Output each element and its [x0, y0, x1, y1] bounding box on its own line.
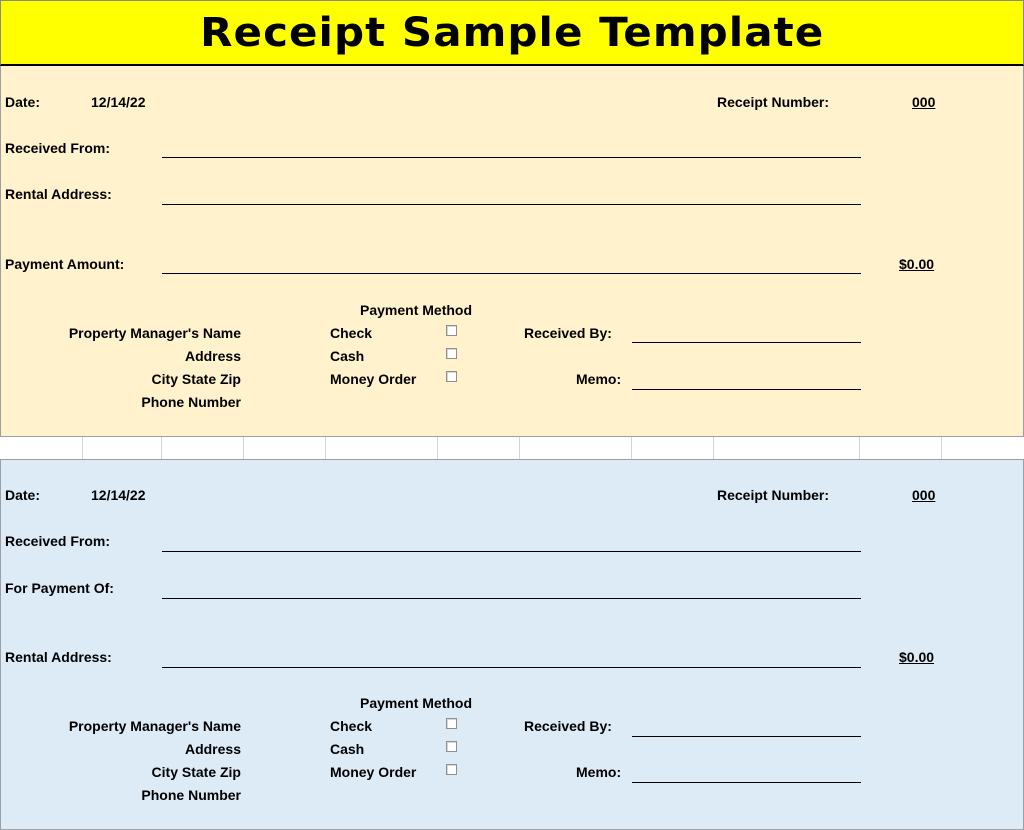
method-cash-label: Cash [330, 348, 365, 364]
grid-line [631, 437, 632, 459]
city-state-zip-label: City State Zip [151, 371, 241, 387]
payment-amount-value[interactable]: $0.00 [899, 649, 935, 665]
method-money-order-label: Money Order [330, 371, 417, 387]
memo-field[interactable] [632, 782, 861, 783]
title-banner [0, 0, 1024, 66]
grid-line [713, 437, 714, 459]
date-label: Date: [5, 94, 41, 110]
receipt-number-label: Receipt Number: [717, 487, 830, 503]
manager-address-label: Address [184, 741, 241, 757]
check-checkbox[interactable] [446, 325, 457, 336]
page-title: Receipt Sample Template [199, 9, 825, 56]
grid-line [243, 437, 244, 459]
received-by-label: Received By: [524, 718, 612, 734]
memo-label: Memo: [576, 764, 622, 780]
date-value[interactable]: 12/14/22 [91, 94, 146, 110]
for-payment-of-label: For Payment Of: [5, 580, 114, 596]
money-order-checkbox[interactable] [446, 371, 457, 382]
rental-address-label: Rental Address: [5, 186, 112, 202]
rental-address-field[interactable] [162, 667, 861, 668]
payment-amount-label: Payment Amount: [5, 256, 125, 272]
check-checkbox[interactable] [446, 718, 457, 729]
received-by-label: Received By: [524, 325, 612, 341]
grid-line [325, 437, 326, 459]
payment-amount-field[interactable] [162, 273, 861, 274]
received-from-label: Received From: [5, 140, 111, 156]
receipt-panel-1 [0, 66, 1024, 437]
memo-field[interactable] [632, 389, 861, 390]
manager-name-label: Property Manager's Name [68, 325, 241, 341]
grid-line [82, 437, 83, 459]
manager-address-label: Address [184, 348, 241, 364]
for-payment-of-field[interactable] [162, 598, 861, 599]
method-money-order-label: Money Order [330, 764, 417, 780]
manager-name-label: Property Manager's Name [68, 718, 241, 734]
payment-method-heading: Payment Method [360, 695, 473, 711]
receipt-number-label: Receipt Number: [717, 94, 830, 110]
spreadsheet-gap-row [0, 437, 1024, 459]
payment-method-heading: Payment Method [360, 302, 473, 318]
grid-line [437, 437, 438, 459]
received-from-field[interactable] [162, 157, 861, 158]
receipt-number-value[interactable]: 000 [912, 94, 936, 110]
date-value[interactable]: 12/14/22 [91, 487, 146, 503]
received-by-field[interactable] [632, 736, 861, 737]
received-by-field[interactable] [632, 342, 861, 343]
receipt-panel-2 [0, 459, 1024, 830]
grid-line [519, 437, 520, 459]
method-cash-label: Cash [330, 741, 365, 757]
method-check-label: Check [330, 718, 373, 734]
received-from-label: Received From: [5, 533, 111, 549]
cash-checkbox[interactable] [446, 348, 457, 359]
method-check-label: Check [330, 325, 373, 341]
grid-line [941, 437, 942, 459]
phone-number-label: Phone Number [141, 787, 241, 803]
date-label: Date: [5, 487, 41, 503]
payment-amount-value[interactable]: $0.00 [899, 256, 935, 272]
city-state-zip-label: City State Zip [151, 764, 241, 780]
grid-line [161, 437, 162, 459]
phone-number-label: Phone Number [141, 394, 241, 410]
receipt-number-value[interactable]: 000 [912, 487, 936, 503]
grid-line [859, 437, 860, 459]
memo-label: Memo: [576, 371, 622, 387]
cash-checkbox[interactable] [446, 741, 457, 752]
received-from-field[interactable] [162, 551, 861, 552]
rental-address-label: Rental Address: [5, 649, 112, 665]
money-order-checkbox[interactable] [446, 764, 457, 775]
rental-address-field[interactable] [162, 204, 861, 205]
